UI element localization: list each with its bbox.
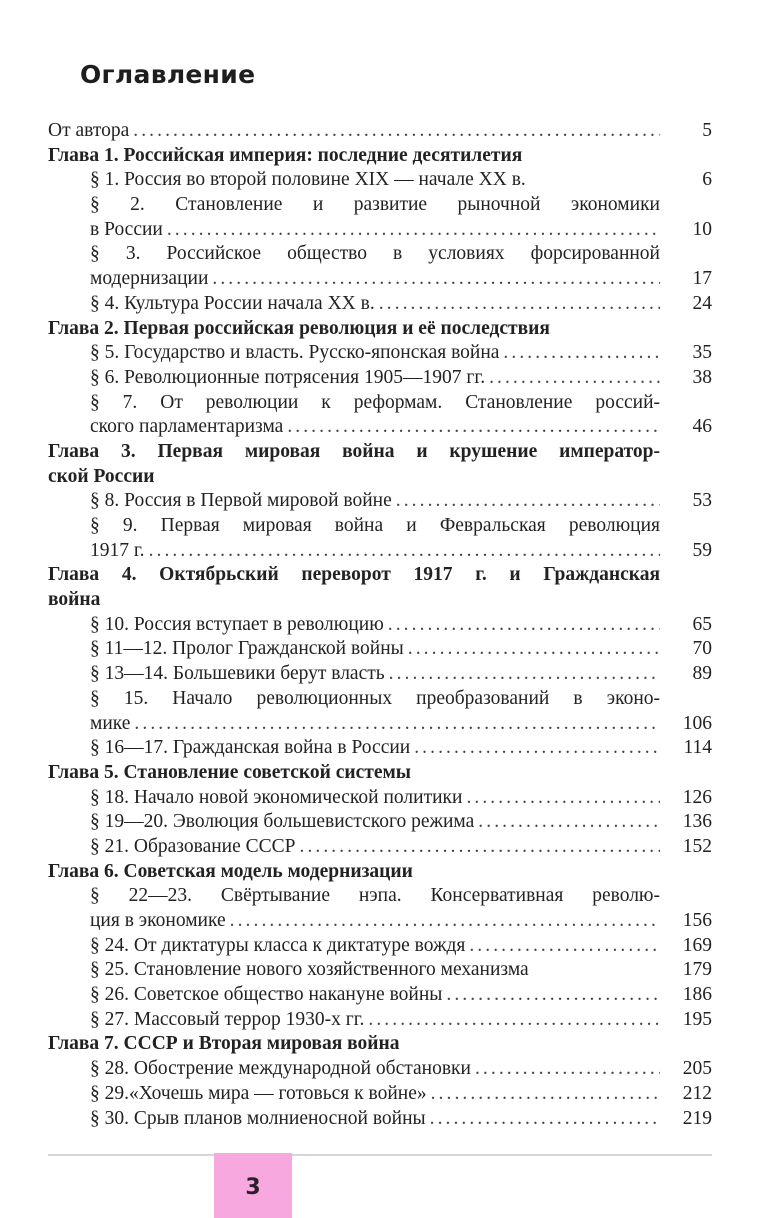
toc-line xyxy=(48,934,712,959)
dot-leader xyxy=(392,489,660,514)
toc-page-number: 65 xyxy=(692,613,712,635)
toc-entry-title: § 28. Обострение международной обстановки xyxy=(90,1058,471,1080)
toc-entry-title: § 16—17. Гражданская война в России xyxy=(90,737,411,759)
dot-leader xyxy=(442,983,660,1008)
page-number-tab xyxy=(214,1153,292,1218)
toc-line xyxy=(48,119,712,144)
dot-leader xyxy=(145,539,660,564)
toc-page-number: 219 xyxy=(682,1107,712,1129)
toc-entry-title: мике xyxy=(90,712,131,734)
dot-leader xyxy=(410,736,660,761)
toc-entry[interactable] xyxy=(48,1082,712,1107)
toc-line xyxy=(48,267,712,292)
toc-line xyxy=(48,613,712,638)
toc-chapter[interactable] xyxy=(48,563,712,612)
toc-line xyxy=(48,736,712,761)
toc-line xyxy=(48,983,712,1008)
toc-page-number: 106 xyxy=(682,712,712,734)
toc-entry-title: 1917 г. xyxy=(90,539,145,561)
toc-page-number: 152 xyxy=(682,835,712,857)
toc-line xyxy=(48,144,712,169)
toc-entry-title: Глава 5. Становление советской системы xyxy=(48,761,412,783)
toc-entry-title: § 19—20. Эволюция большевистского режима xyxy=(90,811,475,833)
toc-entry-title: § 11—12. Пролог Гражданской войны xyxy=(90,638,404,660)
toc-page-number: 136 xyxy=(682,811,712,833)
page-number: 3 xyxy=(245,1175,261,1200)
toc-entry-title: § 13—14. Большевики берут власть xyxy=(90,663,385,685)
toc-page-number: 59 xyxy=(692,539,712,561)
toc-entry[interactable] xyxy=(48,193,712,242)
toc-entry[interactable] xyxy=(48,489,712,514)
dot-leader xyxy=(296,835,661,860)
toc-line xyxy=(48,193,712,218)
toc-entry[interactable] xyxy=(48,835,712,860)
dot-leader xyxy=(385,662,660,687)
toc-page-number: 156 xyxy=(682,910,712,931)
toc-entry-title: ского парламентаризма xyxy=(90,416,284,438)
toc-entry-title: § 25. Становление нового хозяйственного механизма xyxy=(90,959,529,981)
toc-entry[interactable] xyxy=(48,958,712,983)
toc-page-number: 46 xyxy=(692,416,712,438)
toc-line xyxy=(48,662,712,687)
toc-line xyxy=(48,218,712,243)
toc-entry-title: модернизации xyxy=(90,268,209,290)
toc-entry[interactable] xyxy=(48,391,712,440)
toc-entry-title: § 21. Образование СССР xyxy=(90,835,296,857)
toc-line xyxy=(48,391,712,416)
toc-entry-title: § 22—23. Свёртывание нэпа. Консервативная револю- xyxy=(90,885,660,907)
toc-line xyxy=(48,1057,712,1082)
toc-entry-title: § 2. Становление и развитие рыночной экономики xyxy=(90,194,660,216)
toc-page-number: 17 xyxy=(692,268,712,290)
toc-line xyxy=(48,687,712,712)
toc-entry-title: в России xyxy=(90,218,163,240)
toc-entry-title: § 8. Россия в Первой мировой войне xyxy=(90,490,392,512)
toc-entry-title: § 5. Государство и власть. Русско-японская война xyxy=(90,342,500,364)
dot-leader xyxy=(364,1008,660,1033)
toc-line xyxy=(48,1082,712,1107)
toc-page-number: 6 xyxy=(702,169,712,191)
toc-line xyxy=(48,415,712,440)
toc-line xyxy=(48,958,712,983)
dot-leader xyxy=(471,1057,660,1082)
toc-entry-title: § 7. От революции к реформам. Становление россий- xyxy=(90,391,660,413)
toc-chapter[interactable] xyxy=(48,440,712,489)
toc-chapter[interactable] xyxy=(48,144,712,169)
toc-entry[interactable] xyxy=(48,119,712,144)
toc-line xyxy=(48,489,712,514)
toc-line xyxy=(48,563,712,588)
toc-line xyxy=(48,242,712,267)
toc-page-number: 38 xyxy=(692,366,712,388)
toc-line xyxy=(48,810,712,835)
toc-entry[interactable] xyxy=(48,810,712,835)
toc-entry-title: § 27. Массовый террор 1930-х гг. xyxy=(90,1008,365,1030)
toc-entry[interactable] xyxy=(48,786,712,811)
dot-leader xyxy=(485,366,660,391)
toc-entry-title: § 15. Начало революционных преобразований в эконо- xyxy=(90,687,660,709)
toc-entry[interactable] xyxy=(48,292,712,317)
toc-page-number: 35 xyxy=(692,342,712,364)
toc-page-number: 179 xyxy=(682,959,712,981)
toc-line xyxy=(48,1032,712,1057)
toc-entry[interactable] xyxy=(48,662,712,687)
toc-line xyxy=(48,761,712,786)
toc-page-number: 169 xyxy=(682,934,712,956)
dot-leader xyxy=(384,613,660,638)
dot-leader xyxy=(499,341,660,366)
toc-entry[interactable] xyxy=(48,736,712,761)
toc-entry-title: Глава 4. Октябрьский переворот 1917 г. и Гражданская xyxy=(48,564,660,586)
toc-line xyxy=(48,440,712,465)
toc-entry[interactable] xyxy=(48,637,712,662)
toc-page-number: 53 xyxy=(692,490,712,512)
dot-leader xyxy=(129,119,660,144)
toc-line xyxy=(48,588,712,613)
toc-line xyxy=(48,712,712,737)
dot-leader xyxy=(404,637,660,662)
toc-entry[interactable] xyxy=(48,366,712,391)
toc-line xyxy=(48,835,712,860)
toc-entry-title: § 1. Россия во второй половине XIX — начале XX в. xyxy=(90,169,526,191)
toc-line xyxy=(48,1107,712,1132)
toc-entry[interactable] xyxy=(48,884,712,933)
toc-entry[interactable] xyxy=(48,934,712,959)
page-title: Оглавление xyxy=(80,60,256,89)
toc-line xyxy=(48,637,712,662)
toc-entry-title: § 24. От диктатуры класса к диктатуре вождя xyxy=(90,934,466,956)
toc-entry[interactable] xyxy=(48,1107,712,1132)
toc-page-number: 212 xyxy=(682,1082,712,1104)
dot-leader xyxy=(130,712,660,737)
toc-entry-title: § 4. Культура России начала XX в. xyxy=(90,292,375,314)
toc-entry-title: Глава 3. Первая мировая война и крушение император- xyxy=(48,440,660,462)
toc-chapter[interactable] xyxy=(48,860,712,885)
dot-leader xyxy=(208,267,660,292)
dot-leader xyxy=(163,218,660,243)
toc-entry-title: От автора xyxy=(48,120,130,141)
toc-entry[interactable] xyxy=(48,341,712,366)
toc-page-number: 24 xyxy=(692,292,712,314)
toc-entry-title: § 26. Советское общество накануне войны xyxy=(90,984,443,1006)
dot-leader xyxy=(474,810,660,835)
toc-entry-title: война xyxy=(48,589,101,611)
toc-entry[interactable] xyxy=(48,1057,712,1082)
dot-leader xyxy=(426,1107,660,1132)
toc-entry-title: § 10. Россия вступает в революцию xyxy=(90,613,384,635)
toc-line xyxy=(48,786,712,811)
toc-line xyxy=(48,514,712,539)
toc-entry-title: ция в экономике xyxy=(90,910,226,931)
toc-line xyxy=(48,168,712,193)
toc-line xyxy=(48,292,712,317)
toc-entry[interactable] xyxy=(48,168,712,193)
dot-leader xyxy=(465,934,660,959)
toc-line xyxy=(48,1008,712,1033)
toc-page-number: 205 xyxy=(682,1058,712,1080)
toc-entry[interactable] xyxy=(48,242,712,291)
dot-leader xyxy=(226,909,660,934)
toc-entry-title: Глава 1. Российская империя: последние десятилетия xyxy=(48,144,523,166)
dot-leader xyxy=(283,415,660,440)
toc-page-number: 10 xyxy=(692,218,712,240)
dot-leader xyxy=(375,292,660,317)
toc-page-number: 195 xyxy=(682,1008,712,1030)
toc-line xyxy=(48,909,712,934)
toc-entry[interactable] xyxy=(48,1008,712,1033)
toc-chapter[interactable] xyxy=(48,317,712,342)
toc-page-number: 114 xyxy=(683,737,712,759)
toc-entry[interactable] xyxy=(48,687,712,736)
toc-page-number: 186 xyxy=(682,984,712,1006)
toc-line xyxy=(48,539,712,564)
toc-line xyxy=(48,317,712,342)
toc-chapter[interactable] xyxy=(48,761,712,786)
toc-line xyxy=(48,465,712,490)
toc-line xyxy=(48,860,712,885)
toc-page-number: 5 xyxy=(702,120,712,141)
toc-entry-title: Глава 7. СССР и Вторая мировая война xyxy=(48,1033,400,1055)
toc-entry-title: § 18. Начало новой экономической политики xyxy=(90,786,463,808)
toc-entry-title: Глава 6. Советская модель модернизации xyxy=(48,860,413,882)
toc-entry-title: ской России xyxy=(48,465,155,487)
toc-entry-title: § 9. Первая мировая война и Февральская революция xyxy=(90,515,660,536)
toc-entry-title: § 30. Срыв планов молниеносной войны xyxy=(90,1107,426,1129)
toc-entry-title: § 6. Революционные потрясения 1905—1907 гг. xyxy=(90,366,486,388)
toc-entry[interactable] xyxy=(48,983,712,1008)
toc-page-number: 89 xyxy=(692,663,712,685)
toc-page-number: 70 xyxy=(692,638,712,660)
toc-chapter[interactable] xyxy=(48,1032,712,1057)
toc-page-number: 126 xyxy=(682,786,712,808)
toc-entry-title: § 29.«Хочешь мира — готовься к войне» xyxy=(90,1082,427,1104)
toc-line xyxy=(48,366,712,391)
dot-leader xyxy=(427,1082,660,1107)
toc-entry[interactable] xyxy=(48,613,712,638)
toc-line xyxy=(48,884,712,909)
dot-leader xyxy=(462,786,660,811)
toc-line xyxy=(48,341,712,366)
toc-entry-title: Глава 2. Первая российская революция и её последствия xyxy=(48,317,550,339)
toc-entry-title: § 3. Российское общество в условиях форсированной xyxy=(90,243,660,265)
footer-divider xyxy=(48,1154,712,1156)
table-of-contents xyxy=(48,119,712,1131)
toc-entry[interactable] xyxy=(48,514,712,563)
